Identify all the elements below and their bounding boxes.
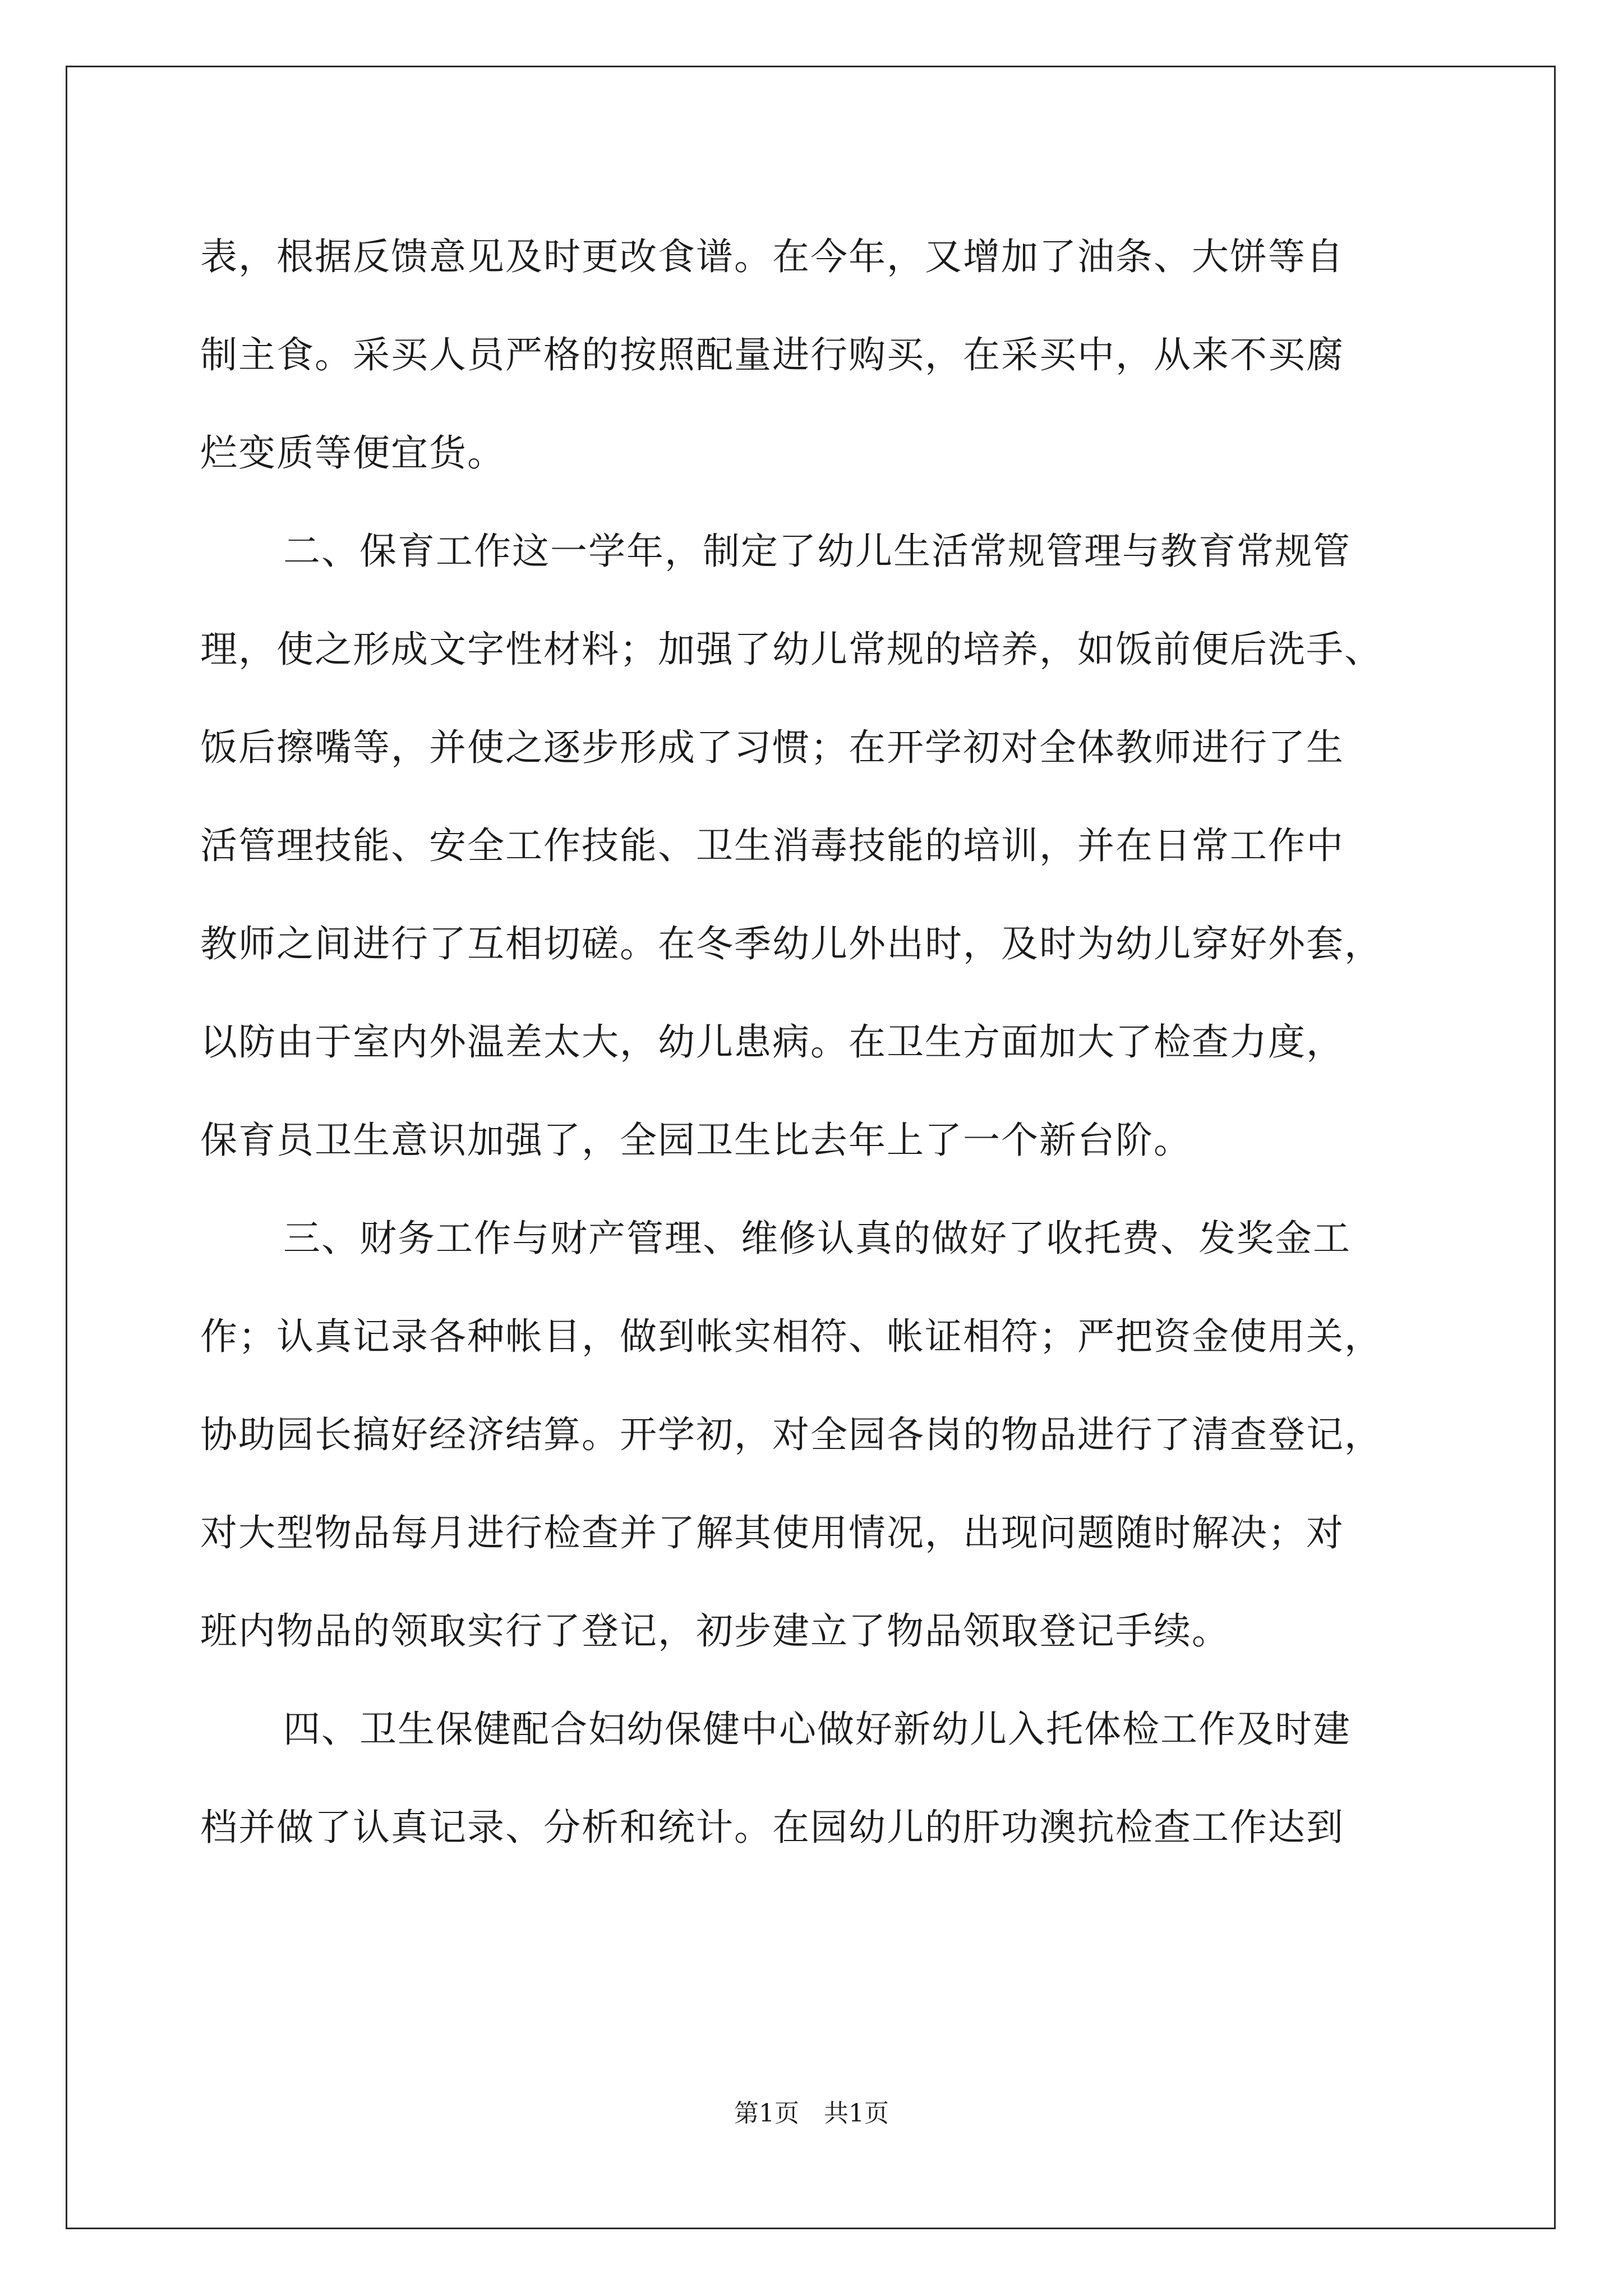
paragraph-line: 教师之间进行了互相切磋。在冬季幼儿外出时，及时为幼儿穿好外套， (200, 922, 1382, 965)
paragraph-line: 作；认真记录各种帐目，做到帐实相符、帐证相符；严把资金使用关， (200, 1315, 1382, 1358)
paragraph-line: 表，根据反馈意见及时更改食谱。在今年，又增加了油条、大饼等自 (200, 235, 1344, 278)
page-number: 第1页 (734, 2099, 799, 2128)
paragraph-line: 饭后擦嘴等，并使之逐步形成了习惯；在开学初对全体教师进行了生 (200, 726, 1344, 769)
paragraph-line: 以防由于室内外温差太大，幼儿患病。在卫生方面加大了检查力度， (200, 1020, 1344, 1064)
page-total: 共1页 (824, 2099, 889, 2128)
paragraph-line: 三、财务工作与财产管理、维修认真的做好了收托费、发奖金工 (283, 1217, 1351, 1260)
paragraph-1 (200, 208, 1434, 502)
paragraph-3 (200, 1189, 1434, 1680)
paragraph-line: 活管理技能、安全工作技能、卫生消毒技能的培训，并在日常工作中 (200, 824, 1344, 867)
page-footer (0, 2097, 1623, 2131)
paragraph-line: 二、保育工作这一学年，制定了幼儿生活常规管理与教育常规管 (283, 530, 1351, 573)
paragraph-line: 档并做了认真记录、分析和统计。在园幼儿的肝功澳抗检查工作达到 (200, 1806, 1344, 1849)
paragraph-line: 对大型物品每月进行检查并了解其使用情况，出现问题随时解决；对 (200, 1511, 1344, 1554)
paragraph-line: 保育员卫生意识加强了，全园卫生比去年上了一个新台阶。 (200, 1119, 1192, 1162)
paragraph-line: 四、卫生保健配合妇幼保健中心做好新幼儿入托体检工作及时建 (283, 1708, 1351, 1751)
paragraph-line: 协助园长搞好经济结算。开学初，对全园各岗的物品进行了清查登记， (200, 1413, 1382, 1456)
document-body (200, 208, 1434, 1876)
paragraph-2 (200, 502, 1434, 1189)
paragraph-line: 制主食。采买人员严格的按照配量进行购买，在采买中，从来不买腐 (200, 333, 1344, 376)
paragraph-4 (200, 1680, 1434, 1876)
paragraph-line: 烂变质等便宜货。 (200, 431, 505, 475)
paragraph-line: 班内物品的领取实行了登记，初步建立了物品领取登记手续。 (200, 1609, 1230, 1653)
paragraph-line: 理，使之形成文字性材料；加强了幼儿常规的培养，如饭前便后洗手、 (200, 628, 1382, 671)
